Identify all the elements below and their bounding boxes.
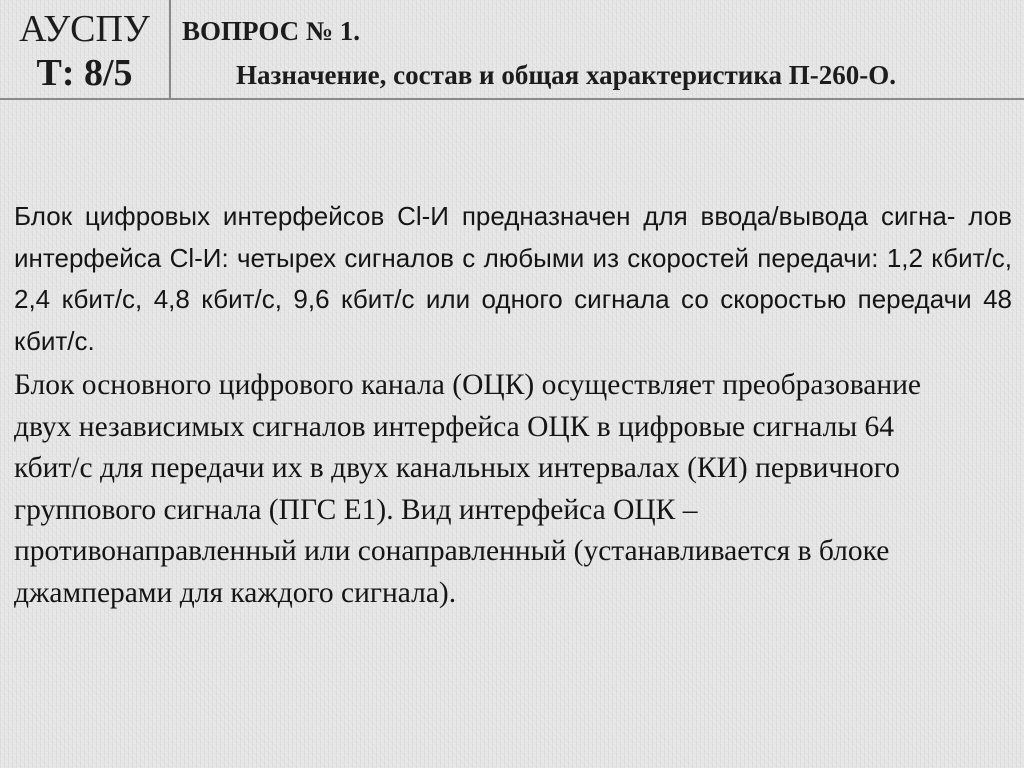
course-code: АУСПУ [19, 8, 150, 50]
slide-header [0, 0, 1024, 100]
question-box [182, 10, 1012, 96]
paragraph-ock-block: Блок основного цифрового канала (ОЦК) осуществляет преобразование двух независимых сигналов интерфейса ОЦК в цифровые сигналы 64 кбит/с для передачи их в двух канальных интервалах (КИ) первичного группового сигнала (ПГС Е1). Вид интерфейса ОЦК – противонаправленный или сонаправленный (устанавливается в блоке джамперами для каждого сигнала). [14, 369, 921, 609]
question-number: ВОПРОС № 1. [182, 16, 361, 46]
paragraph-digital-interfaces: Блок цифровых интерфейсов Cl-И предназначен для ввода/вывода сигна- лов интерфейса Cl-И: четырех сигналов с любыми из скоростей передачи: 1,2 кбит/с, 2,4 кбит/с, 4,8 кбит/с, 9,6 кбит/с или одного сигнала со скоростью передачи 48 кбит/с. [14, 201, 1012, 356]
topic-number: Т: 8/5 [36, 52, 133, 94]
course-box [0, 0, 171, 100]
question-title: Назначение, состав и общая характеристика П-260-О. [236, 60, 896, 90]
slide-content [14, 196, 1012, 614]
